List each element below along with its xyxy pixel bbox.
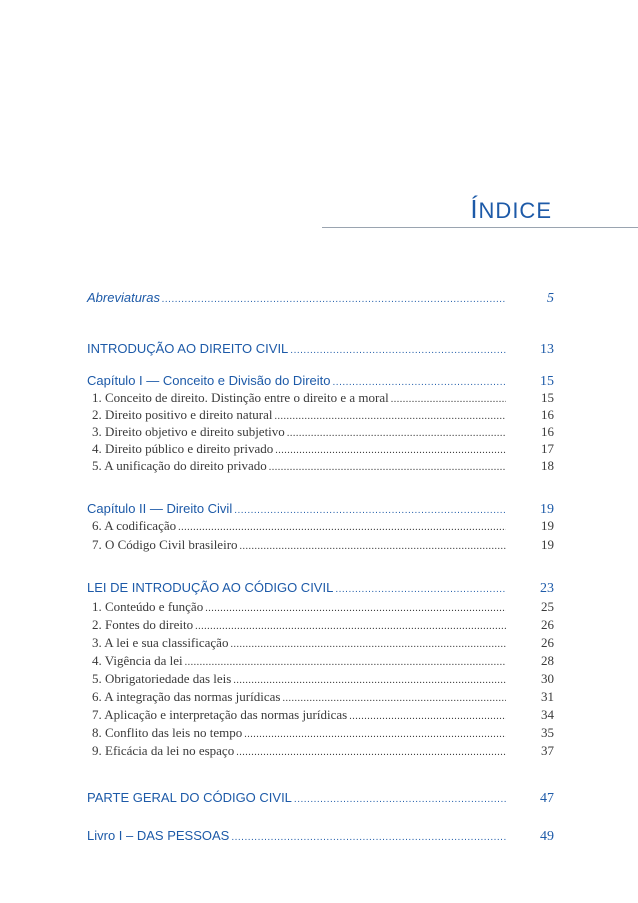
toc-entry-page: 19 xyxy=(540,502,554,517)
title-divider xyxy=(322,227,638,228)
toc-subentry[interactable] xyxy=(87,725,554,742)
toc-subentry[interactable] xyxy=(87,671,554,688)
toc-subentry[interactable] xyxy=(87,518,554,535)
page-title-initial: Í xyxy=(470,194,479,224)
toc-entry-label: 9. Eficácia da lei no espaço xyxy=(92,743,235,758)
leader-dots xyxy=(349,711,506,722)
toc-entry-label: 8. Conflito das leis no tempo xyxy=(92,725,243,740)
toc-entry-page: 17 xyxy=(541,441,554,456)
toc-entry-lei-introducao[interactable] xyxy=(87,580,554,597)
toc-entry-page: 5 xyxy=(547,291,554,306)
toc-entry-label: Livro I – DAS PESSOAS xyxy=(87,828,230,843)
toc-entry-label: INTRODUÇÃO AO DIREITO CIVIL xyxy=(87,341,289,356)
toc-entry-page: 18 xyxy=(541,458,554,473)
toc-entry-capitulo-2[interactable] xyxy=(87,501,554,518)
toc-subentry[interactable] xyxy=(87,458,554,475)
toc-entry-page: 19 xyxy=(541,537,554,552)
toc-entry-page: 34 xyxy=(541,707,554,722)
leader-dots xyxy=(282,693,506,704)
leader-dots xyxy=(233,675,506,686)
toc-entry-page: 15 xyxy=(540,374,554,389)
toc-subentry[interactable] xyxy=(87,407,554,424)
toc-entry-page: 30 xyxy=(541,671,554,686)
toc-subentry[interactable] xyxy=(87,537,554,554)
leader-dots xyxy=(333,377,506,388)
leader-dots xyxy=(244,729,506,740)
toc-entry-label: 6. A integração das normas jurídicas xyxy=(92,689,281,704)
leader-dots xyxy=(230,639,506,650)
toc-entry-label: 4. Vigência da lei xyxy=(92,653,183,668)
toc-entry-label: 7. Aplicação e interpretação das normas jurídicas xyxy=(92,707,348,722)
leader-dots xyxy=(205,603,506,614)
toc-entry-label: 4. Direito público e direito privado xyxy=(92,441,274,456)
toc-subentry[interactable] xyxy=(87,689,554,706)
toc-entry-label: 3. Direito objetivo e direito subjetivo xyxy=(92,424,285,439)
leader-dots xyxy=(269,462,506,473)
leader-dots xyxy=(335,584,506,595)
toc-entry-label: 5. A unificação do direito privado xyxy=(92,458,267,473)
toc-entry-page: 35 xyxy=(541,725,554,740)
toc-subentry[interactable] xyxy=(87,441,554,458)
leader-dots xyxy=(240,541,506,552)
toc-entry-label: PARTE GERAL DO CÓDIGO CIVIL xyxy=(87,790,292,805)
toc-entry-label: 1. Conceito de direito. Distinção entre o direito e a moral xyxy=(92,390,389,405)
toc-entry-introducao[interactable] xyxy=(87,341,554,358)
toc-entry-page: 23 xyxy=(540,581,554,596)
toc-subentry[interactable] xyxy=(87,653,554,670)
leader-dots xyxy=(275,445,506,456)
toc-entry-capitulo-1[interactable] xyxy=(87,373,554,390)
toc-entry-label: 2. Fontes do direito xyxy=(92,617,194,632)
toc-entry-label: 7. O Código Civil brasileiro xyxy=(92,537,238,552)
toc-entry-page: 49 xyxy=(540,829,554,844)
toc-entry-page: 15 xyxy=(541,390,554,405)
toc-entry-label: 3. A lei e sua classificação xyxy=(92,635,229,650)
toc-entry-label: Abreviaturas xyxy=(87,290,160,305)
leader-dots xyxy=(275,411,506,422)
toc-subentry[interactable] xyxy=(87,707,554,724)
toc-entry-label: 6. A codificação xyxy=(92,518,177,533)
toc-subentry[interactable] xyxy=(87,617,554,634)
leader-dots xyxy=(231,832,506,843)
page-title-rest: NDICE xyxy=(478,198,552,223)
leader-dots xyxy=(162,294,506,305)
toc-entry-livro-1[interactable] xyxy=(87,828,554,845)
toc-entry-page: 37 xyxy=(541,743,554,758)
leader-dots xyxy=(185,657,506,668)
toc-entry-label: Capítulo I — Conceito e Divisão do Direito xyxy=(87,373,331,388)
toc-entry-page: 16 xyxy=(541,424,554,439)
toc-entry-page: 28 xyxy=(541,653,554,668)
leader-dots xyxy=(234,505,506,516)
toc-entry-page: 19 xyxy=(541,518,554,533)
toc-entry-label: 1. Conteúdo e função xyxy=(92,599,204,614)
toc-entry-page: 47 xyxy=(540,791,554,806)
toc-subentry[interactable] xyxy=(87,743,554,760)
toc-subentry[interactable] xyxy=(87,390,554,407)
toc-subentry[interactable] xyxy=(87,635,554,652)
toc-entry-page: 16 xyxy=(541,407,554,422)
toc-entry-page: 31 xyxy=(541,689,554,704)
leader-dots xyxy=(391,394,506,405)
leader-dots xyxy=(236,747,506,758)
toc-entry-page: 25 xyxy=(541,599,554,614)
toc-entry-parte-geral[interactable] xyxy=(87,790,554,807)
toc-entry-label: 2. Direito positivo e direito natural xyxy=(92,407,273,422)
page-title xyxy=(380,194,552,225)
toc-subentry[interactable] xyxy=(87,599,554,616)
toc-entry-page: 26 xyxy=(541,635,554,650)
toc-subentry[interactable] xyxy=(87,424,554,441)
leader-dots xyxy=(290,345,506,356)
toc-entry-abreviaturas[interactable] xyxy=(87,290,554,307)
leader-dots xyxy=(287,428,506,439)
leader-dots xyxy=(195,621,506,632)
leader-dots xyxy=(178,522,506,533)
toc-entry-label: Capítulo II — Direito Civil xyxy=(87,501,233,516)
toc-entry-page: 26 xyxy=(541,617,554,632)
toc-entry-page: 13 xyxy=(540,342,554,357)
toc-entry-label: LEI DE INTRODUÇÃO AO CÓDIGO CIVIL xyxy=(87,580,334,595)
toc-entry-label: 5. Obrigatoriedade das leis xyxy=(92,671,232,686)
leader-dots xyxy=(294,794,506,805)
